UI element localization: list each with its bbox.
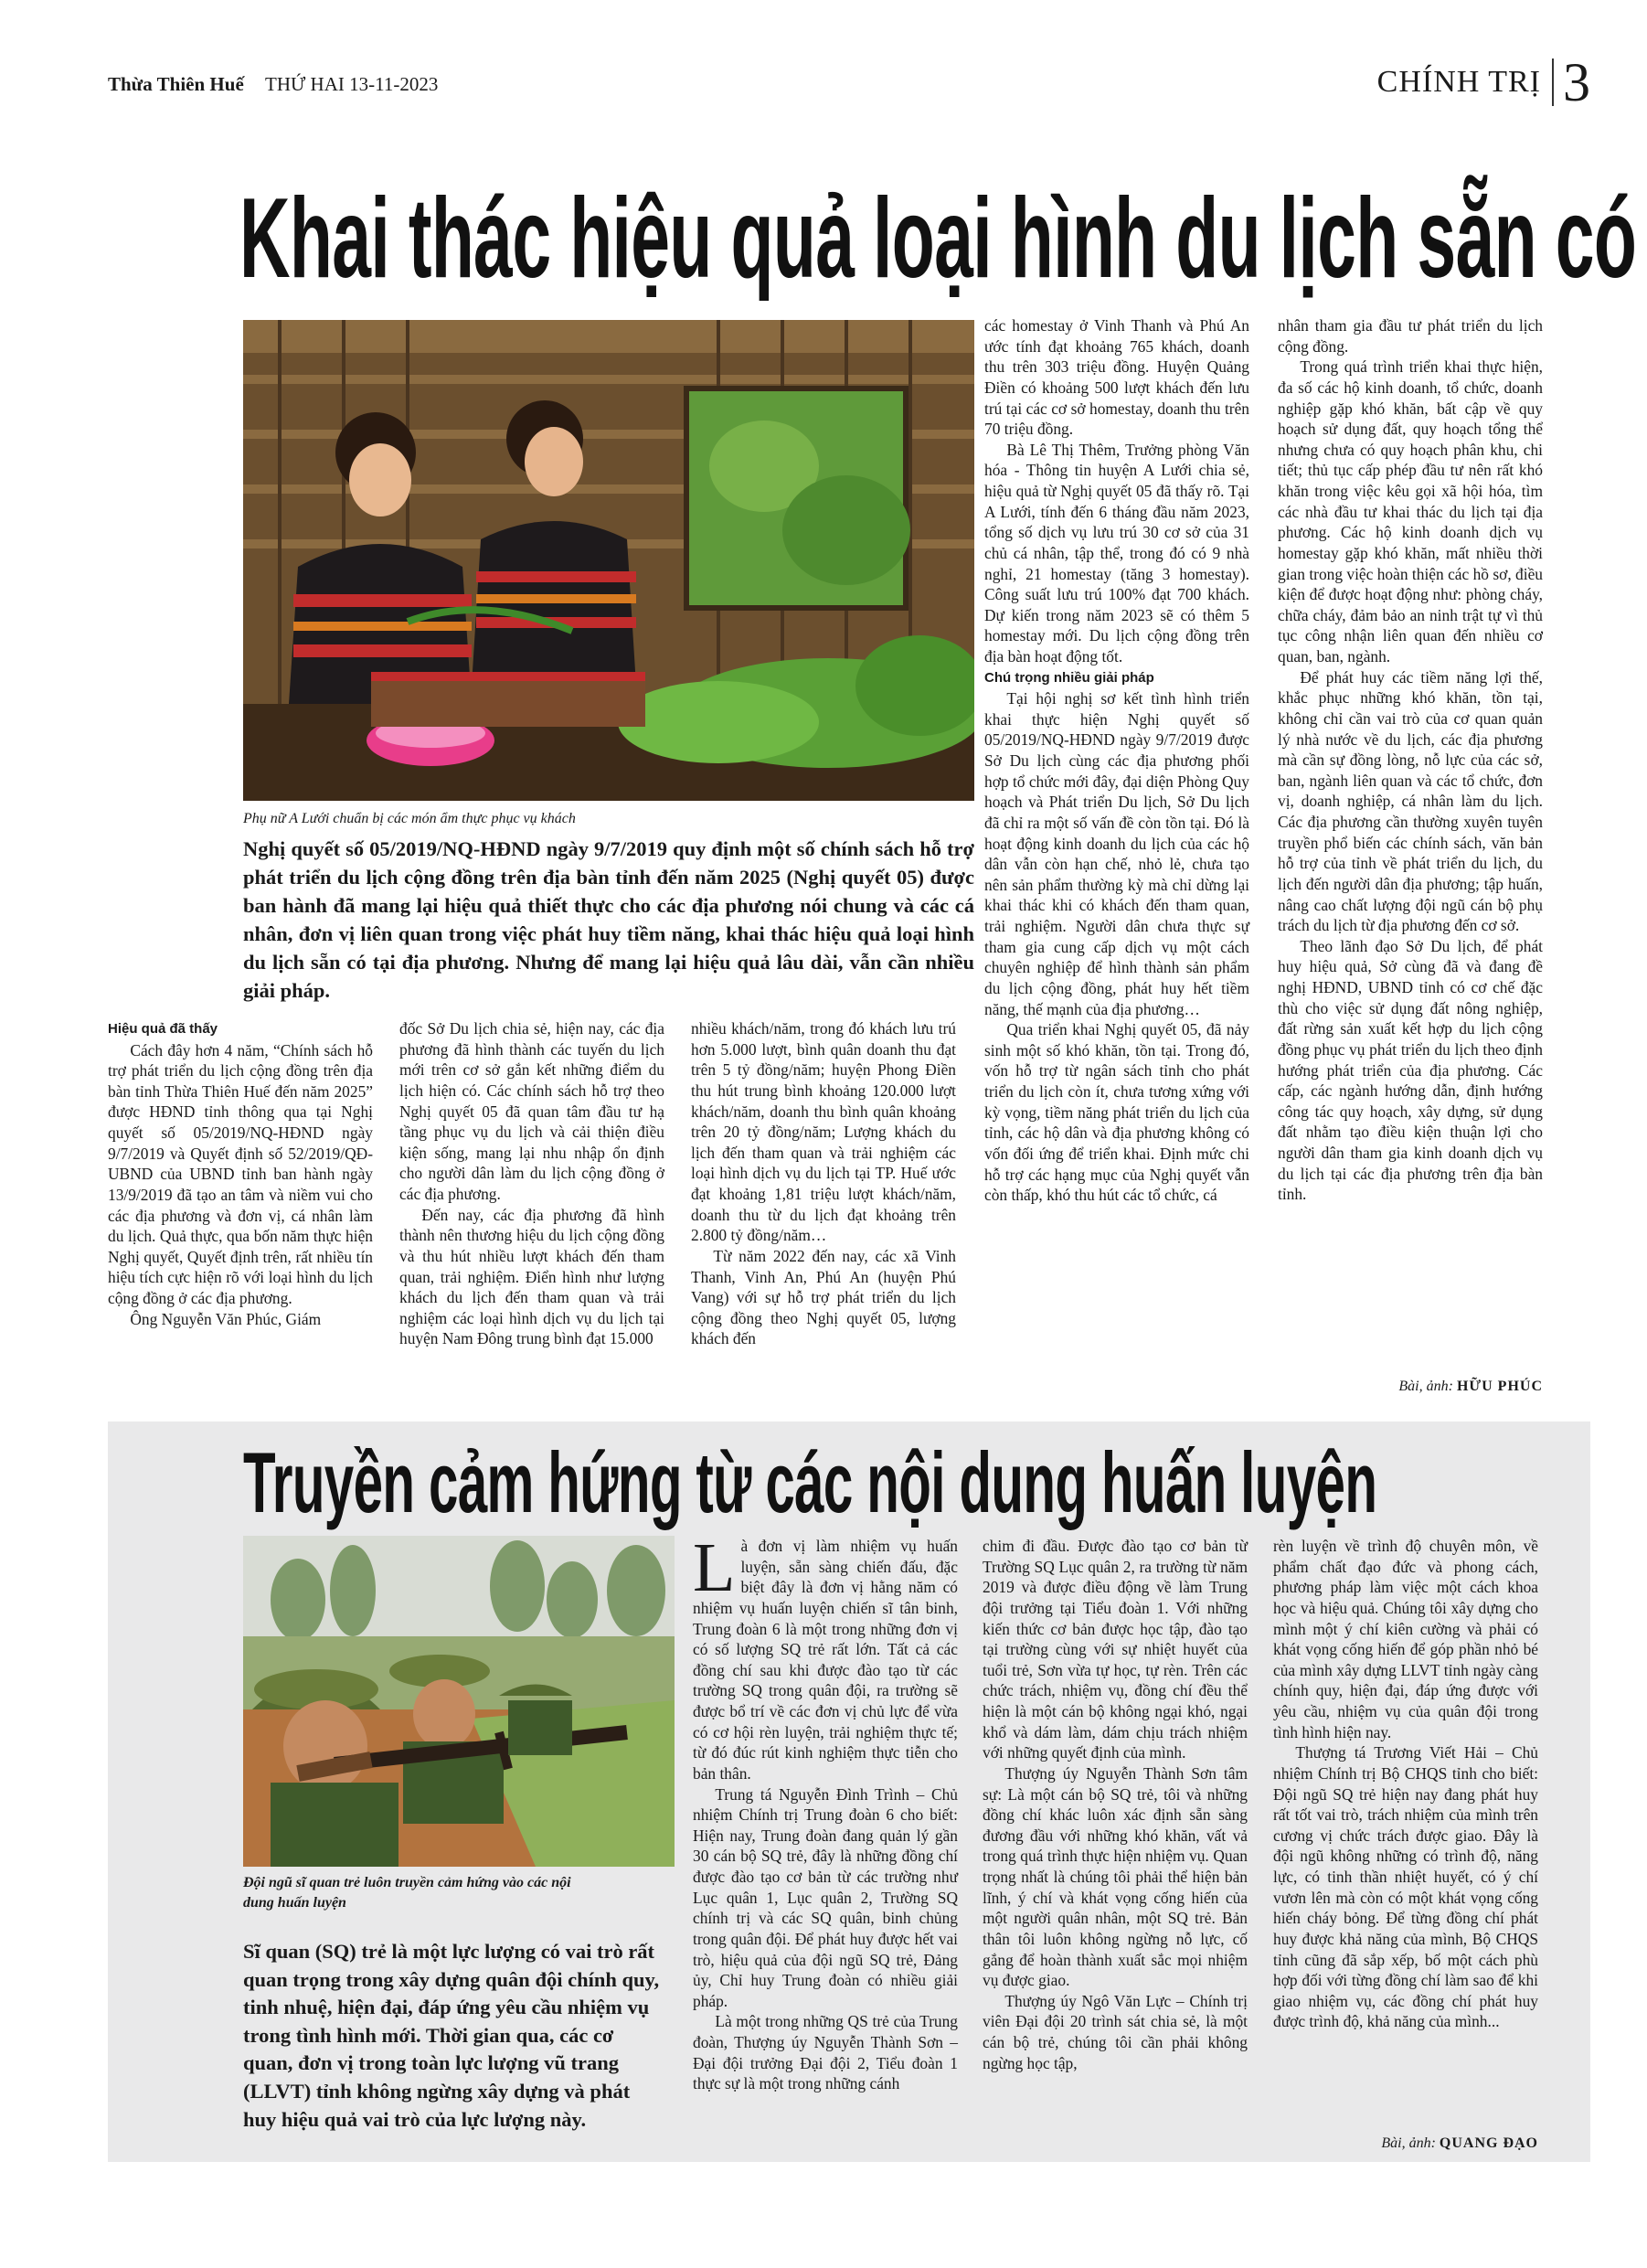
- article2-lede: Sĩ quan (SQ) trẻ là một lực lượng có vai trò rất quan trọng trong xây dựng quân đội chính quy, tinh nhuệ, hiện đại, đáp ứng yêu cầu nhiệm vụ trong tình hình mới. Thời gian qua, các cơ quan, đơn vị trong toàn lực lượng vũ trang (LLVT) tỉnh không ngừng xây dựng và phát huy hiệu quả vai trò của lực lượng này.: [243, 1940, 660, 2131]
- paragraph: Thượng tá Trương Viết Hải – Chủ nhiệm Chính trị Bộ CHQS tỉnh cho biết: Đội ngũ SQ trẻ hiện nay đang phát huy rất tốt vai trò, trách nhiệm của mình trên cương vị chức trách được giao. Đây là đội ngũ không những có trình độ, năng lực, có tinh thần nhiệt huyết, có ý chí vươn lên mà còn có một khát vọng cống hiến cháy bỏng. Để từng đồng chí phát huy được khả năng của mình, Bộ CHQS tỉnh cũng đã sắp xếp, bố một cách phù hợp đối với từng đồng chí làm sao để khi giao nhiệm vụ, các đồng chí phát huy được trình độ, khả năng của mình...: [1273, 1743, 1538, 2031]
- paragraph: Ông Nguyễn Văn Phúc, Giám: [130, 1309, 322, 1328]
- article1-column-3: [691, 1018, 956, 1349]
- byline-prefix: Bài, ảnh:: [1398, 1379, 1453, 1394]
- article2-headline: Truyền cảm hứng từ các nội dung huấn luyện: [243, 1434, 1377, 1530]
- paragraph: nhiều khách/năm, trong đó khách lưu trú hơn 5.000 lượt, bình quân doanh thu đạt trên 5 tỷ đồng/năm; huyện Phong Điền thu hút trung bình khoảng 120.000 lượt khách/năm, doanh thu bình quân khoảng trên 20 tỷ đồng/năm; Lượng khách du lịch đến tham quan và trải nghiệm các loại hình dịch vụ du lịch tại TP. Huế ước đạt khoảng 1,81 triệu lượt khách/năm, doanh thu từ du lịch đạt khoảng trên 2.800 tỷ đồng/năm…: [691, 1019, 956, 1245]
- paragraph: Cách đây hơn 4 năm, “Chính sách hỗ trợ phát triển du lịch cộng đồng trên địa bàn tỉnh Thừa Thiên Huế đến năm 2025” được HĐND tỉnh thông qua tại Nghị quyết số 05/2019/NQ-HĐND ngày 9/7/2019 và Quyết định số 52/2019/QĐ-UBND của UBND tỉnh ban hành ngày 13/9/2019 đã tạo an tâm và niềm vui cho các địa phương và đơn vị, cá nhân làm du lịch. Quả thực, qua bốn năm thực hiện Nghị quyết, Quyết định trên, rất nhiều tín hiệu tích cực hiện rõ với loại hình du lịch cộng đồng ở các địa phương.: [108, 1040, 373, 1307]
- paragraph: đốc Sở Du lịch chia sẻ, hiện nay, các địa phương đã hình thành các tuyến du lịch mới trên cơ sở gắn kết những điểm du lịch hiện có. Các chính sách hỗ trợ theo Nghị quyết 05 đã quan tâm đầu tư hạ tầng phục vụ du lịch và cải thiện điều kiện sống, mang lại nhu nhập ổn định cho người dân làm du lịch cộng đồng ở các địa phương.: [399, 1019, 664, 1203]
- article1-lede: Nghị quyết số 05/2019/NQ-HĐND ngày 9/7/2019 quy định một số chính sách hỗ trợ phát triển du lịch cộng đồng trên địa bàn tỉnh đến năm 2025 (Nghị quyết 05) được ban hành đã mang lại hiệu quả thiết thực cho các địa phương nói chung và các cá nhân, đơn vị liên quan trong việc phát huy tiềm năng, khai thác hiệu quả loại hình du lịch sẵn có tại địa phương. Nhưng để mang lại hiệu quả lâu dài, vẫn cần nhiều giải pháp.: [243, 837, 974, 1003]
- article2-photo-caption: Đội ngũ sĩ quan trẻ luôn truyền cảm hứng vào các nội dung huấn luyện: [243, 1875, 571, 1911]
- paragraph: Thượng úy Ngô Văn Lực – Chính trị viên Đại đội 20 trình sát chia sẻ, là một cán bộ trẻ, chúng tôi cần phải không ngừng học tập,: [983, 1991, 1248, 2072]
- article2-photo: [243, 1536, 675, 1867]
- issue-date: THỨ HAI 13-11-2023: [265, 73, 439, 95]
- section-header: [1376, 52, 1590, 112]
- article2-byline: [1273, 2135, 1538, 2152]
- paragraph: Theo lãnh đạo Sở Du lịch, để phát huy hiệu quả, Sở cùng đã và đang đề nghị HĐND, UBND tỉnh có cơ chế đặc thù cho việc sử dụng đất nông nghiệp, đất rừng sản xuất kết hợp du lịch cộng đồng phục vụ phát triển du lịch theo định hướng phát triển của địa phương. Các cấp, các ngành hướng dẫn, định hướng công tác quy hoạch, xây dựng, sử dụng đất nhằm tạo điều kiện thuận lợi cho người dân tham gia kinh doanh dịch vụ du lịch tại các địa phương trên địa bàn tỉnh.: [1278, 936, 1543, 1204]
- byline-prefix: Bài, ảnh:: [1381, 2135, 1436, 2151]
- article1-headline: Khai thác hiệu quả loại hình du lịch sẵn có: [239, 176, 1637, 302]
- section-name: CHÍNH TRỊ: [1376, 65, 1541, 99]
- paragraph: Bà Lê Thị Thêm, Trưởng phòng Văn hóa - Thông tin huyện A Lưới chia sẻ, hiệu quả từ Nghị quyết 05 đã thấy rõ. Tại A Lưới, tính đến 6 tháng đầu năm 2023, tổng số dịch vụ lưu trú 30 cơ sở của 31 chủ cá nhân, tập thể, trong đó có 9 nhà nghỉ, 21 homestay (tăng 3 homestay). Công suất lưu trú 100% đạt 700 khách. Dự kiến trong năm 2023 sẽ có thêm 5 homestay mới. Du lịch cộng đồng trên địa bàn hoạt động tốt.: [984, 440, 1249, 665]
- subhead-giai-phap: Chú trọng nhiều giải pháp: [984, 669, 1154, 686]
- paragraph: các homestay ở Vinh Thanh và Phú An ước tính đạt khoảng 765 khách, doanh thu trên 303 triệu đồng. Huyện Quảng Điền có khoảng 500 lượt khách đến lưu trú tại các cơ sở homestay, doanh thu trên 70 triệu đồng.: [984, 316, 1249, 439]
- article1-byline: [1278, 1379, 1543, 1395]
- paragraph: Là một trong những QS trẻ của Trung đoàn, Thượng úy Nguyễn Thành Sơn – Đại đội trưởng Đại đội 2, Tiểu đoàn 1 thực sự là một trong những cánh: [693, 2012, 958, 2093]
- paragraph: Để phát huy các tiềm năng lợi thế, khắc phục những khó khăn, tồn tại, không chỉ cần vai trò của cơ quan quản lý nhà nước về du lịch, các địa phương mà cần sự đồng lòng, nỗ lực của các sở, ban, ngành liên quan và các tổ chức, đơn vị, doanh nghiệp, cá nhân làm du lịch. Các địa phương cần thường xuyên tuyên truyền phổ biến các chính sách, văn bản hỗ trợ của tỉnh về phát triển du lịch, du lịch đến người dân địa phương; tập huấn, nâng cao chất lượng đội ngũ cán bộ phụ trách du lịch từ địa phương đến cơ sở.: [1278, 667, 1543, 935]
- paragraph: Trong quá trình triển khai thực hiện, đa số các hộ kinh doanh, tổ chức, doanh nghiệp gặp khó khăn, bất cập về quy hoạch sử dụng đất, quy hoạch tổng thể nhưng chưa có quy hoạch phân khu, chi tiết; thủ tục cấp phép đầu tư nên rất khó khăn trong việc kêu gọi xã hội hóa, tìm các nhà đầu tư khai thác du lịch tại địa phương. Các hộ kinh doanh dịch vụ homestay gặp khó khăn, mất nhiều thời gian trong việc hoàn thiện các hồ sơ, điều kiện để được hoạt động như: phòng cháy, chữa cháy, đảm bảo an ninh trật tự vì thủ tục công nhận liên quan đến nhiều cơ quan, ban, ngành.: [1278, 357, 1543, 665]
- subhead-hieu-qua: Hiệu quả đã thấy: [108, 1021, 218, 1037]
- byline-author: QUANG ĐẠO: [1439, 2135, 1538, 2151]
- masthead: [108, 73, 438, 96]
- article1-photo-caption: Phụ nữ A Lưới chuẩn bị các món ẩm thực phục vụ khách: [243, 811, 576, 826]
- paragraph: Trung tá Nguyễn Đình Trình – Chủ nhiệm Chính trị Trung đoàn 6 cho biết: Hiện nay, Trung đoàn đang quản lý gần 30 cán bộ SQ trẻ, đây là những đồng chí được đào tạo cơ bản từ các trường như Lục quân 1, Lục quân 2, Trường SQ chính trị và các SQ quân, binh chủng trong quân đội. Để phát huy được hết vai trò, hiệu quả của đội ngũ SQ trẻ, Đảng ủy, Chỉ huy Trung đoàn có nhiều giải pháp.: [693, 1784, 958, 2010]
- drop-cap: L: [693, 1529, 736, 1606]
- page-number: 3: [1563, 52, 1590, 112]
- article1-column-2: [399, 1018, 664, 1349]
- paragraph: nhân tham gia đầu tư phát triển du lịch cộng đồng.: [1278, 316, 1543, 356]
- paragraph: Qua triển khai Nghị quyết 05, đã nảy sinh một số khó khăn, tồn tại. Trong đó, vốn hỗ trợ từ ngân sách tỉnh cho phát triển du lịch còn ít, chưa tương xứng với kỳ vọng, tiềm năng phát triển du lịch của tỉnh, các hộ dân và địa phương không có vốn đối ứng để triển khai. Định mức chi hỗ trợ các hạng mục của Nghị quyết vẫn còn thấp, khó thu hút các tổ chức, cá: [984, 1020, 1249, 1205]
- article2-column-2: [983, 1536, 1248, 2073]
- article1-column-5: [1278, 315, 1543, 1205]
- article1-column-1: [108, 1018, 373, 1329]
- byline-author: HỮU PHÚC: [1456, 1379, 1543, 1394]
- paragraph: Từ năm 2022 đến nay, các xã Vinh Thanh, Vinh An, Phú An (huyện Phú Vang) với sự hỗ trợ phát triển du lịch cộng đồng theo Nghị quyết 05, lượng khách đến: [691, 1246, 956, 1348]
- paragraph: à đơn vị làm nhiệm vụ huấn luyện, sẵn sàng chiến đấu, đặc biệt đây là đơn vị hằng năm có nhiệm vụ huấn luyện chiến sĩ tân binh, Trung đoàn 6 là một trong những đơn vị có số lượng SQ trẻ rất lớn. Tất cả các đồng chí sau khi được đào tạo từ các trường SQ trong quân đội, ra trường sẽ được bổ trí về các đơn vị chủ lực để vừa có cơ hội rèn luyện, trải nghiệm thực tế; từ đó đúc rút kinh nghiệm thực tiễn cho bản thân.: [693, 1537, 958, 1783]
- paragraph: rèn luyện về trình độ chuyên môn, về phẩm chất đạo đức và phong cách, phương pháp làm việc một cách khoa học và hiệu quả. Chúng tôi xây dựng cho mình một ý chí kiên cường và phải có khát vọng cống hiến để góp phần nhỏ bé của mình xây dựng LLVT tỉnh ngày càng chính quy, hiện đại, đáp ứng được với yêu cầu, nhiệm vụ của quân đội trong tình hình hiện nay.: [1273, 1537, 1538, 1741]
- paper-name: Thừa Thiên Huế: [108, 73, 244, 95]
- paragraph: Thượng úy Nguyễn Thành Sơn tâm sự: Là một cán bộ SQ trẻ, tôi và những đồng chí khác luôn xác định sẵn sàng đương đầu với những khó khăn, vất vả trong quá trình thực hiện nhiệm vụ. Quan trọng nhất là chúng tôi phải thể hiện bản lĩnh, ý chí và khát vọng cống hiến của một người quân nhân, một SQ trẻ. Bản thân tôi luôn không ngừng nỗ lực, cố gắng để hoàn thành xuất sắc mọi nhiệm vụ được giao.: [983, 1763, 1248, 1990]
- header-divider: [1552, 59, 1554, 106]
- article2-column-1: [693, 1529, 958, 2094]
- paragraph: Tại hội nghị sơ kết tình hình triển khai thực hiện Nghị quyết số 05/2019/NQ-HĐND ngày 9/7/2019 được Sở Du lịch cùng các địa phương phối hợp tổ chức mới đây, đại diện Phòng Quy hoạch và Phát triển Du lịch, Sở Du lịch đã chỉ ra một số vấn đề còn tồn tại. Đó là hoạt động kinh doanh du lịch của các hộ dân vẫn còn hạn chế, nhỏ lẻ, chưa tạo nên sản phẩm thường kỳ mà chỉ dừng lại khai thác khi có khách đến tham quan, trải nghiệm. Người dân chưa thực sự tham gia cung cấp dịch vụ một cách chuyên nghiệp để hình thành sản phẩm du lịch cộng đồng, phát huy hết tiềm năng, thế mạnh của địa phương…: [984, 689, 1249, 1018]
- article1-photo: [243, 320, 974, 801]
- article1-column-4: [984, 315, 1249, 1206]
- paragraph: chim đi đầu. Được đào tạo cơ bản từ Trường SQ Lục quân 2, ra trường từ năm 2019 và được điều động về làm Trung đội trưởng tại Tiểu đoàn 1. Với những kiến thức cơ bản được học tập, đào tạo tại trường cùng với sự nhiệt huyết của tuổi trẻ, Sơn vừa tự học, tự rèn. Trên các chức trách, nhiệm vụ, đồng chí đều thể hiện là một cán bộ không ngại khó, ngại khổ và dám làm, dám chịu trách nhiệm với những quyết định của mình.: [983, 1537, 1248, 1762]
- paragraph: Đến nay, các địa phương đã hình thành nên thương hiệu du lịch cộng đồng và thu hút nhiều lượt khách đến tham quan, trải nghiệm. Điển hình như lượng khách du lịch đến tham quan và trải nghiệm các loại hình dịch vụ du lịch tại huyện Nam Đông trung bình đạt 15.000: [399, 1205, 664, 1348]
- article2-column-3: [1273, 1536, 1538, 2032]
